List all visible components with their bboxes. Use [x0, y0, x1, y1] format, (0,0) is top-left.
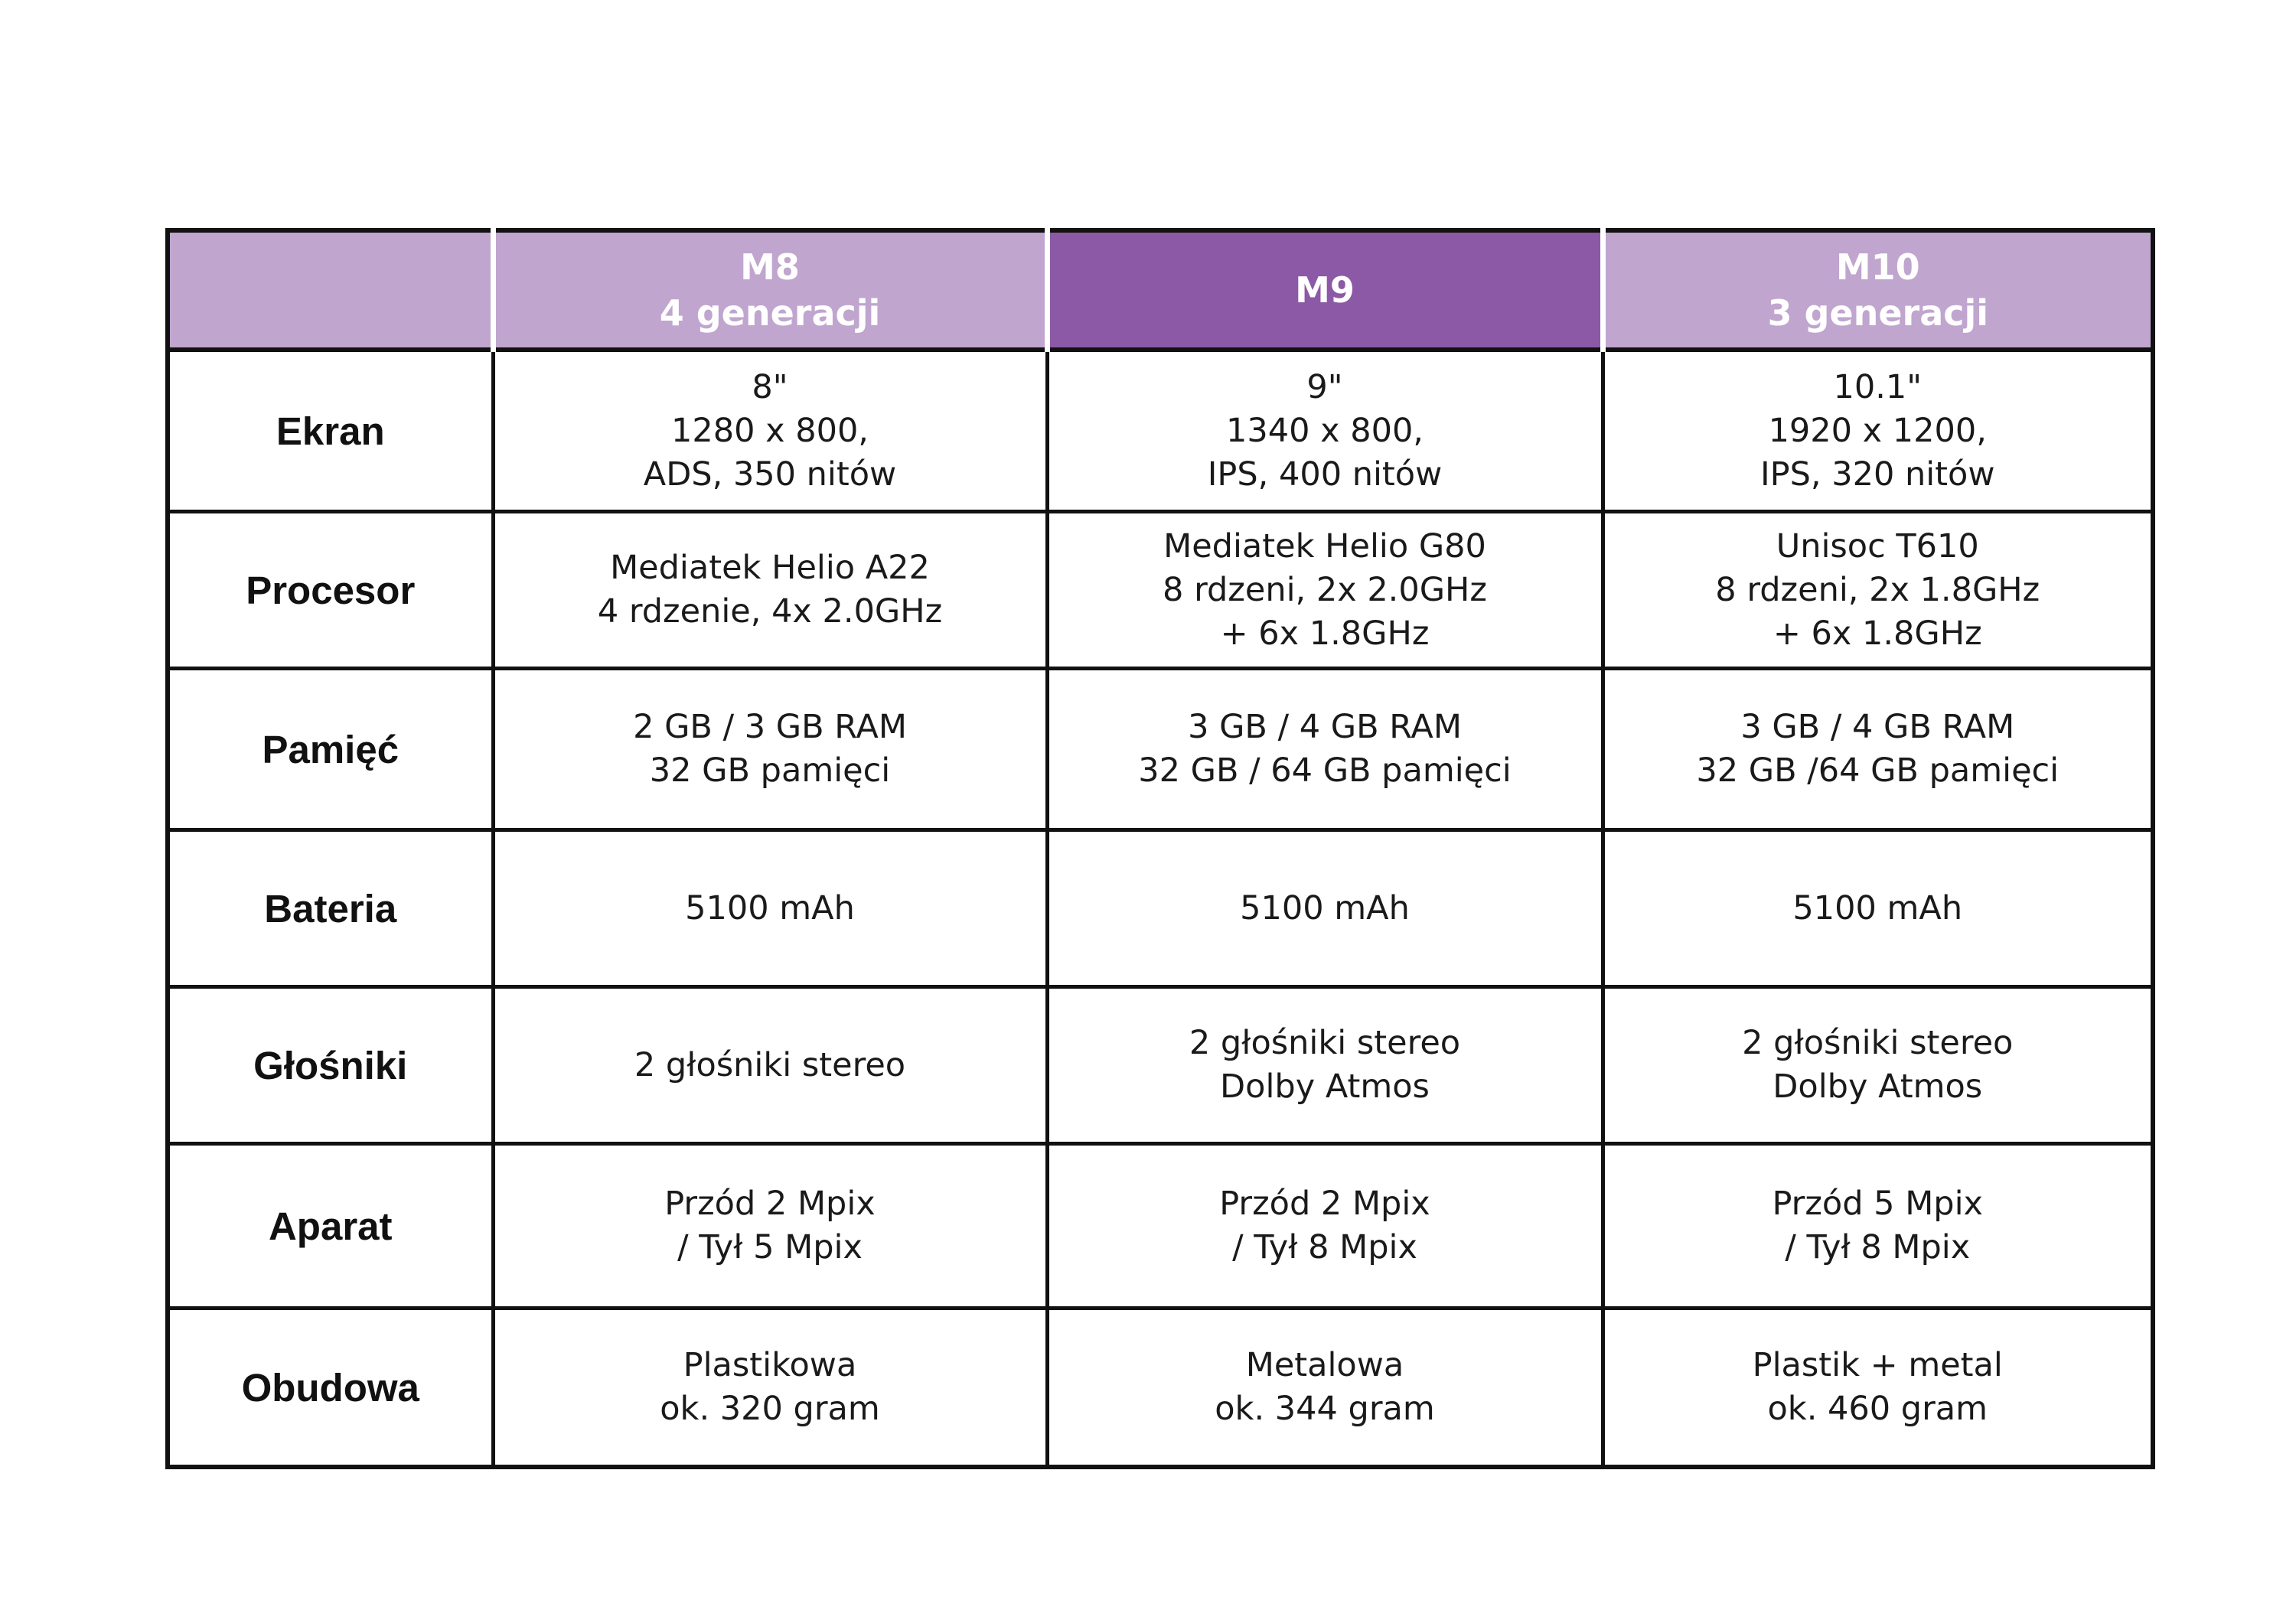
cell-value: 2 głośniki stereo Dolby Atmos	[1742, 1024, 2014, 1106]
header-cell-m8	[493, 230, 1047, 350]
table-cell	[493, 1309, 1047, 1468]
cell-value: 2 głośniki stereo Dolby Atmos	[1189, 1024, 1461, 1106]
row-label: Ekran	[168, 350, 493, 512]
header-label: M9	[1295, 269, 1355, 311]
table-row	[168, 987, 2153, 1144]
row-label: Głośniki	[168, 987, 493, 1144]
table-cell	[1603, 1144, 2153, 1309]
table-cell	[493, 1144, 1047, 1309]
table-cell	[493, 669, 1047, 830]
header-label: M8 4 generacji	[659, 246, 881, 334]
table-cell	[493, 987, 1047, 1144]
cell-value: 2 GB / 3 GB RAM 32 GB pamięci	[633, 708, 907, 790]
cell-value: Metalowa ok. 344 gram	[1215, 1346, 1435, 1428]
cell-value: 9" 1340 x 800, IPS, 400 nitów	[1207, 367, 1443, 494]
cell-value: Przód 2 Mpix / Tył 8 Mpix	[1219, 1185, 1430, 1266]
cell-value: 2 głośniki stereo	[634, 1045, 906, 1084]
table-cell	[1047, 1144, 1603, 1309]
table-cell	[1047, 350, 1603, 512]
cell-value: Plastik + metal ok. 460 gram	[1752, 1346, 2003, 1428]
table-cell	[1603, 1309, 2153, 1468]
cell-value: Przód 2 Mpix / Tył 5 Mpix	[664, 1185, 876, 1266]
cell-value: 10.1" 1920 x 1200, IPS, 320 nitów	[1760, 367, 1995, 494]
cell-value: 5100 mAh	[1240, 888, 1410, 927]
table-cell	[493, 512, 1047, 669]
table-row	[168, 350, 2153, 512]
cell-value: Unisoc T610 8 rdzeni, 2x 1.8GHz + 6x 1.8GHz	[1715, 526, 2040, 653]
header-cell-empty	[168, 230, 493, 350]
row-label: Obudowa	[168, 1309, 493, 1468]
table-cell	[1047, 987, 1603, 1144]
cell-value: Mediatek Helio A22 4 rdzenie, 4x 2.0GHz	[597, 549, 943, 631]
header-row	[168, 230, 2153, 350]
header-label: M10 3 generacji	[1767, 246, 1989, 334]
table-row	[168, 1144, 2153, 1309]
table-row	[168, 512, 2153, 669]
cell-value: 5100 mAh	[685, 888, 855, 927]
table-row	[168, 1309, 2153, 1468]
table-cell	[1047, 1309, 1603, 1468]
header-cell-m9	[1047, 230, 1603, 350]
table-cell	[1047, 669, 1603, 830]
comparison-table	[165, 228, 2155, 1469]
table-row	[168, 669, 2153, 830]
table-cell	[1603, 512, 2153, 669]
row-label: Procesor	[168, 512, 493, 669]
table-row	[168, 830, 2153, 987]
table-cell	[493, 350, 1047, 512]
row-label: Aparat	[168, 1144, 493, 1309]
table-cell	[1603, 830, 2153, 987]
cell-value: Mediatek Helio G80 8 rdzeni, 2x 2.0GHz + 6x 1.8GHz	[1163, 526, 1487, 653]
cell-value: 5100 mAh	[1792, 888, 1963, 927]
table-body	[168, 350, 2153, 1467]
row-label: Bateria	[168, 830, 493, 987]
cell-value: 3 GB / 4 GB RAM 32 GB / 64 GB pamięci	[1138, 708, 1512, 790]
row-label: Pamięć	[168, 669, 493, 830]
table-header	[168, 230, 2153, 350]
cell-value: 3 GB / 4 GB RAM 32 GB /64 GB pamięci	[1696, 708, 2060, 790]
table-cell	[1603, 350, 2153, 512]
table-cell	[1603, 987, 2153, 1144]
cell-value: 8" 1280 x 800, ADS, 350 nitów	[643, 367, 897, 494]
header-cell-m10	[1603, 230, 2153, 350]
table-cell	[493, 830, 1047, 987]
table-cell	[1047, 830, 1603, 987]
cell-value: Przód 5 Mpix / Tył 8 Mpix	[1772, 1185, 1983, 1266]
cell-value: Plastikowa ok. 320 gram	[660, 1346, 880, 1428]
table-cell	[1603, 669, 2153, 830]
table-cell	[1047, 512, 1603, 669]
